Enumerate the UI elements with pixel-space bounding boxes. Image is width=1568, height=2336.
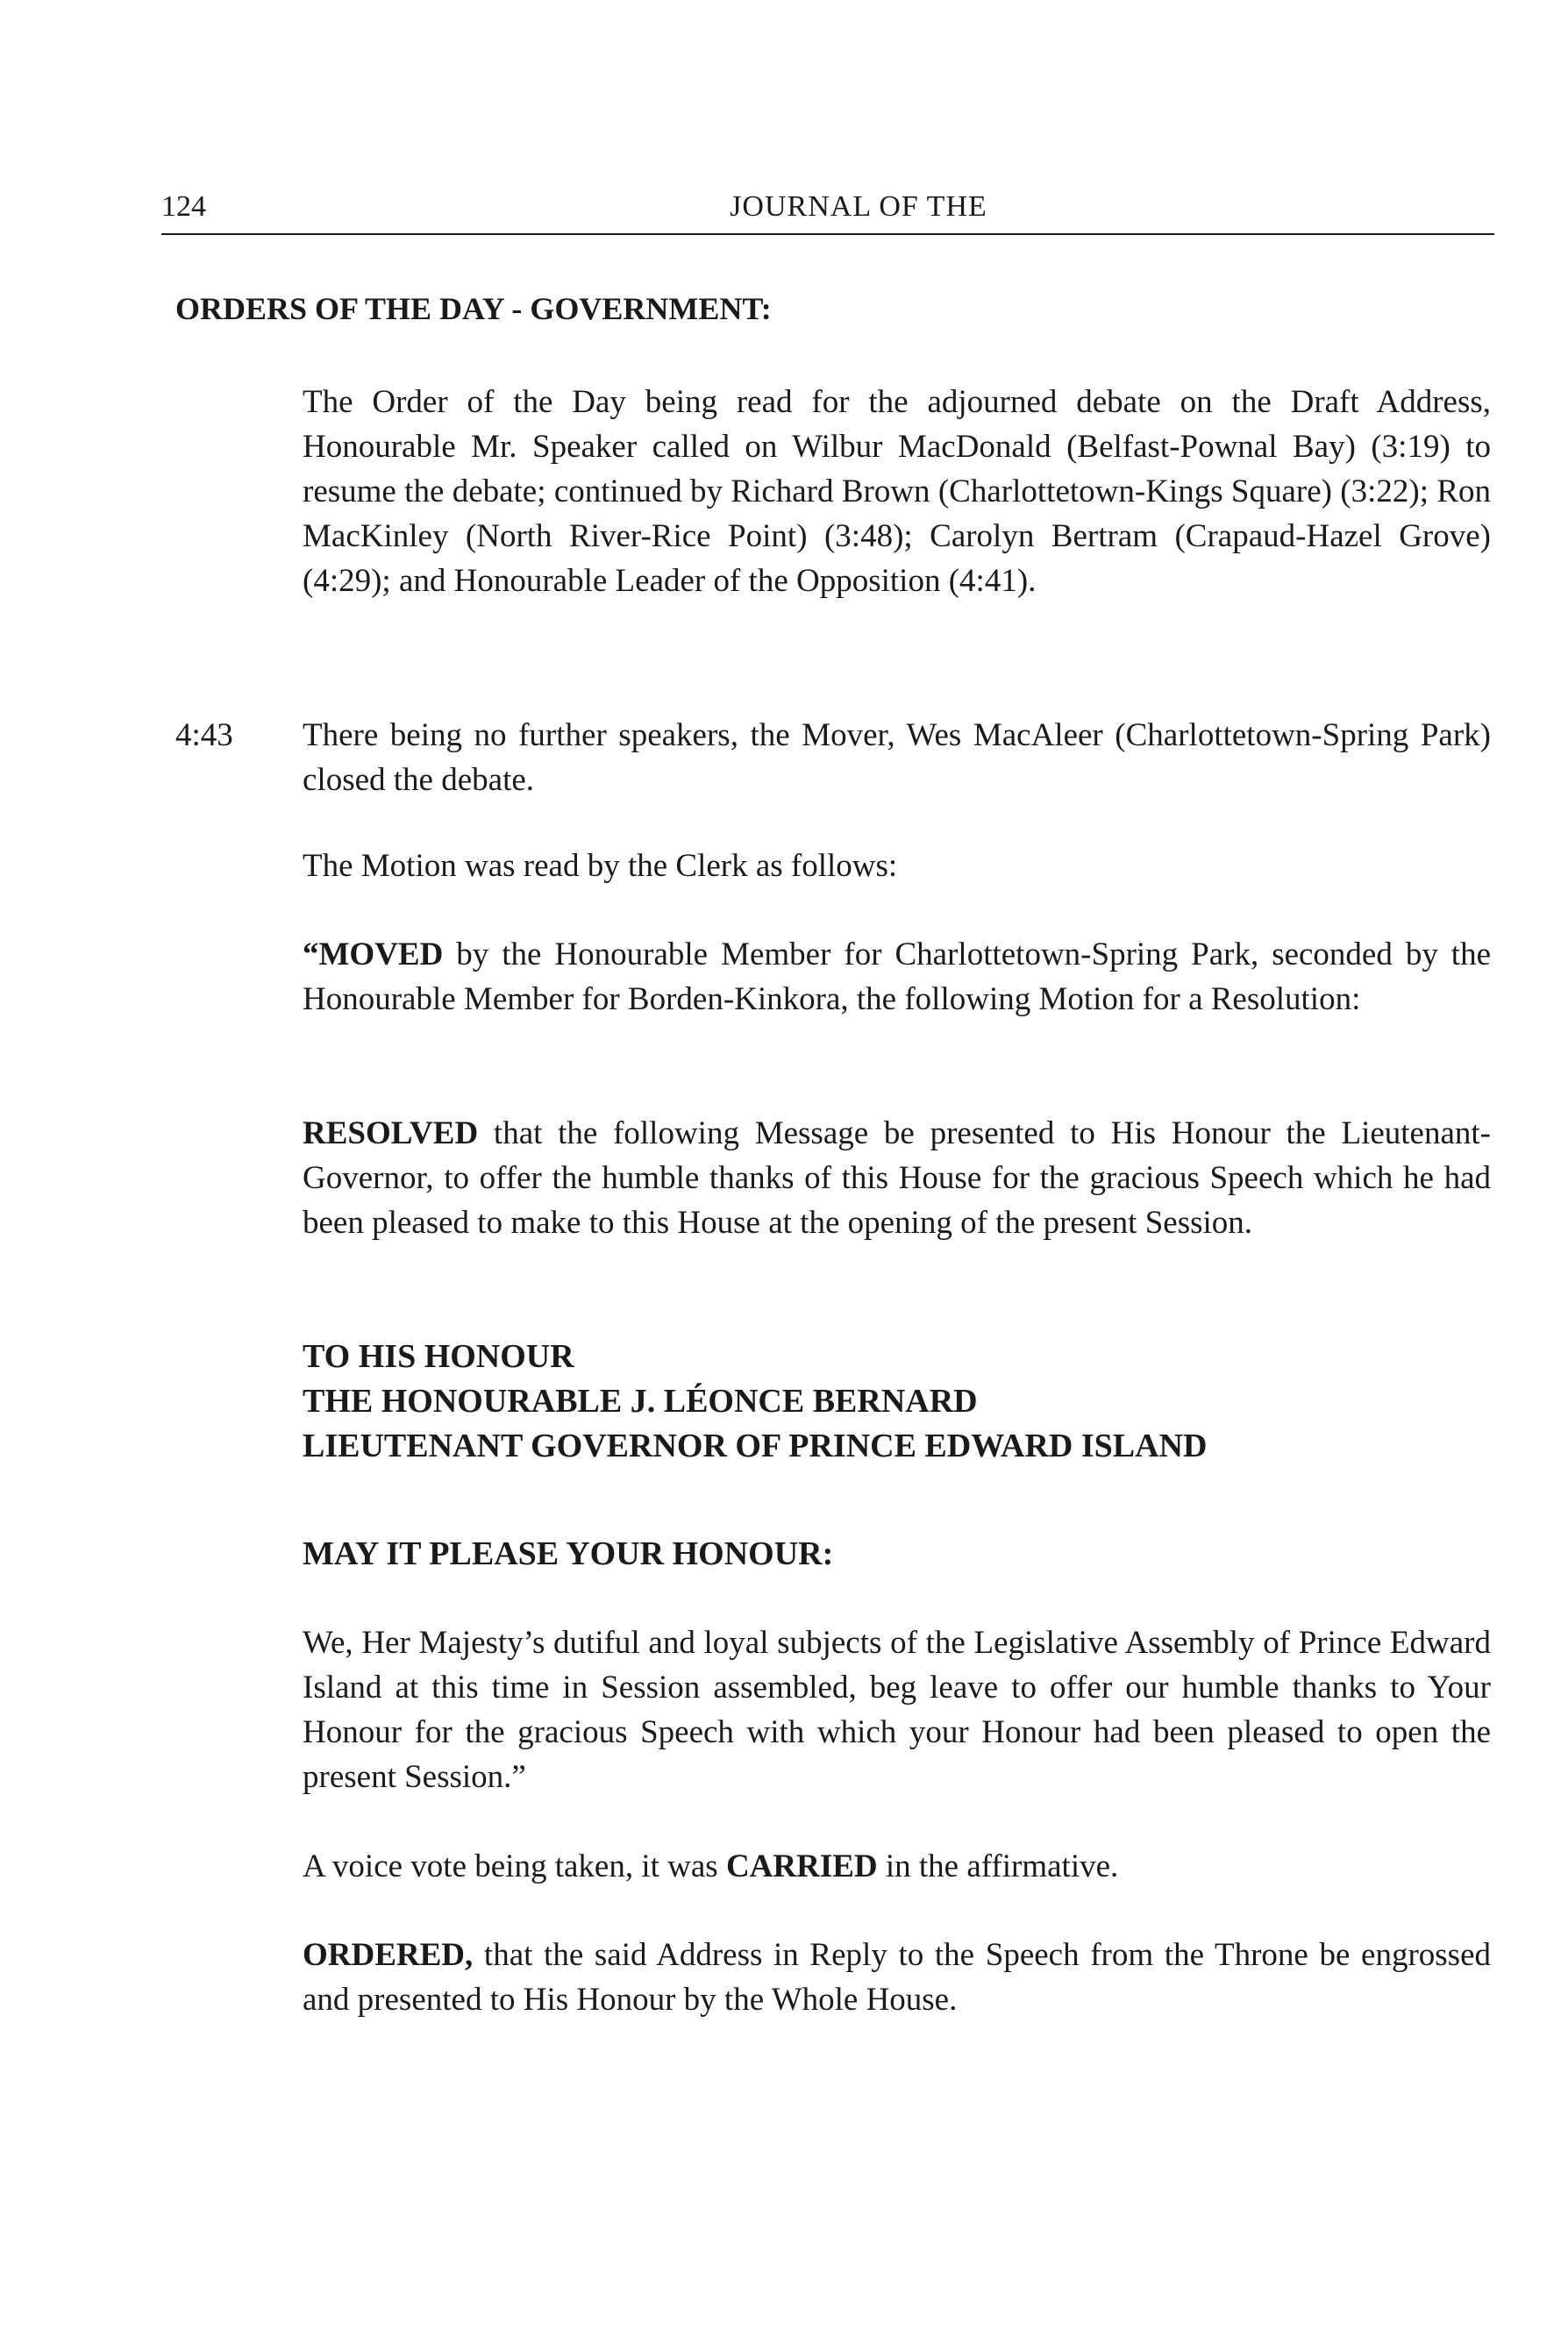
page-number: 124 — [161, 190, 206, 223]
time-marker: 4:43 — [175, 717, 233, 753]
vote-carried: CARRIED — [725, 1848, 878, 1884]
resolved-text: that the following Message be presented to His Honour the Lieutenant-Governor, to offer the humble thanks of this House for the gracious Speech which he had been pleased to make to this House at the opening of the present Session. — [303, 1115, 1491, 1241]
paragraph-vote — [303, 1844, 1491, 1889]
paragraph-resolved — [303, 1111, 1491, 1245]
paragraph-debate: The Order of the Day being read for the adjourned debate on the Draft Address, Honourable Mr. Speaker called on Wilbur MacDonald (Belfast-Pownal Bay) (3:19) to resume the debate; continued by Richard Brown (Charlottetown-Kings Square) (3:22); Ron MacKinley (North River-Rice Point) (3:48); Carolyn Bertram (Crapaud-Hazel Grove) (4:29); and Honourable Leader of the Opposition (4:41). — [303, 384, 1491, 599]
paragraph-motion-read: The Motion was read by the Clerk as follows: — [303, 848, 898, 884]
vote-text-before: A voice vote being taken, it was — [303, 1848, 726, 1884]
moved-text: by the Honourable Member for Charlottetown-Spring Park, seconded by the Honourable Member for Borden-Kinkora, the following Motion for a Resolution: — [303, 937, 1491, 1017]
ordered-text: that the said Address in Reply to the Speech from the Throne be engrossed and presented to His Honour by the Whole House. — [303, 1937, 1491, 2018]
address-heading-line1: TO HIS HONOUR — [303, 1338, 574, 1375]
resolved-lead: RESOLVED — [303, 1115, 479, 1151]
paragraph-address: We, Her Majesty’s dutiful and loyal subjects of the Legislative Assembly of Prince Edward Island at this time in Session assembled, beg leave to offer our humble thanks to Your Honour for the gracious Speech with which your Honour had been pleased to open the present Session.” — [303, 1625, 1491, 1795]
vote-text-after: in the affirmative. — [877, 1848, 1119, 1884]
paragraph-ordered — [303, 1933, 1491, 2022]
ordered-lead: ORDERED, — [303, 1937, 474, 1973]
salutation: MAY IT PLEASE YOUR HONOUR: — [303, 1535, 834, 1572]
address-heading-line2: THE HONOURABLE J. LÉONCE BERNARD — [303, 1383, 978, 1420]
address-heading — [303, 1335, 1491, 1469]
address-heading-line3: LIEUTENANT GOVERNOR OF PRINCE EDWARD ISLAND — [303, 1428, 1208, 1464]
moved-lead: “MOVED — [303, 937, 444, 972]
paragraph-debate-closed: There being no further speakers, the Mover, Wes MacAleer (Charlottetown-Spring Park) closed the debate. — [303, 717, 1491, 798]
page-header — [161, 189, 1494, 235]
section-heading: ORDERS OF THE DAY - GOVERNMENT: — [175, 291, 772, 326]
paragraph-moved — [303, 932, 1491, 1022]
running-head: JOURNAL OF THE — [730, 190, 987, 223]
